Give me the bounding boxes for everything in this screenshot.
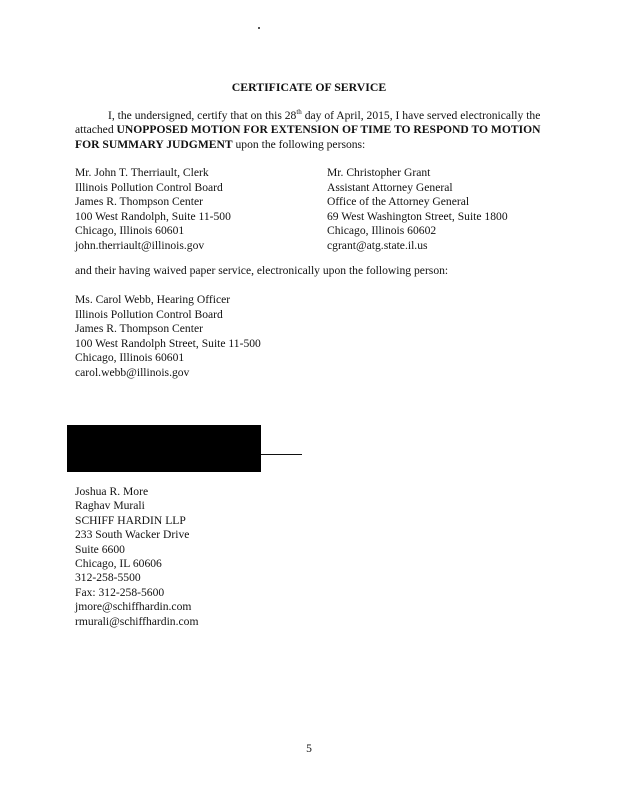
recipient-line: Chicago, Illinois 60601 (75, 351, 185, 365)
signer-address-line: Chicago, IL 60606 (75, 557, 162, 571)
document-title: CERTIFICATE OF SERVICE (231, 80, 387, 94)
signer-phone: 312-258-5500 (75, 571, 141, 585)
signer-email: rmurali@schiffhardin.com (75, 614, 199, 628)
signer-email: jmore@schiffhardin.com (75, 600, 192, 614)
page-number: 5 (306, 742, 312, 755)
motion-title: UNOPPOSED MOTION FOR EXTENSION OF TIME TO RESPOND TO MOTION FOR SUMMARY JUDGMENT (75, 123, 541, 151)
recipient-email: cgrant@atg.state.il.us (327, 238, 428, 252)
recipient-line: Chicago, Illinois 60602 (327, 224, 437, 238)
intro-text-1: I, the undersigned, certify that on this 28 (108, 109, 297, 122)
recipient-clerk (75, 166, 231, 254)
recipient-line: Office of the Attorney General (327, 195, 470, 209)
signer-address-line: Suite 6600 (75, 542, 125, 556)
signer-fax: Fax: 312-258-5600 (75, 585, 165, 599)
recipient-line: Assistant Attorney General (327, 180, 453, 194)
firm-name: SCHIFF HARDIN LLP (75, 513, 186, 527)
recipient-line: 69 West Washington Street, Suite 1800 (327, 209, 508, 223)
scan-mark (258, 27, 260, 29)
signer-name: Joshua R. More (75, 485, 149, 498)
intro-text-3: upon the following persons: (232, 137, 366, 151)
recipient-line: 100 West Randolph, Suite 11-500 (75, 209, 231, 223)
recipient-hearing-officer (75, 293, 261, 381)
recipient-line: Mr. John T. Therriault, Clerk (75, 166, 209, 179)
date-ordinal-suffix: th (296, 108, 302, 116)
recipient-line: James R. Thompson Center (75, 195, 203, 209)
recipient-line: Mr. Christopher Grant (327, 166, 431, 179)
recipient-email: carol.webb@illinois.gov (75, 365, 190, 379)
certification-paragraph (75, 109, 555, 152)
waived-service-text: and their having waived paper service, electronically upon the following person: (75, 264, 449, 277)
signature-line (261, 454, 302, 455)
recipient-line: Illinois Pollution Control Board (75, 180, 223, 194)
recipient-line: Illinois Pollution Control Board (75, 307, 223, 321)
signer-block (75, 485, 198, 629)
intro-text-2: day of April, 2015, I have served electronically the attached (75, 109, 541, 137)
recipient-email: john.therriault@illinois.gov (75, 238, 205, 252)
recipient-line: Chicago, Illinois 60601 (75, 224, 185, 238)
redacted-signature (67, 425, 261, 472)
recipient-line: James R. Thompson Center (75, 322, 203, 336)
recipient-line: 100 West Randolph Street, Suite 11-500 (75, 336, 261, 350)
signer-name: Raghav Murali (75, 499, 145, 513)
signer-address-line: 233 South Wacker Drive (75, 528, 190, 542)
recipient-attorney-general (327, 166, 508, 254)
recipient-line: Ms. Carol Webb, Hearing Officer (75, 293, 231, 306)
